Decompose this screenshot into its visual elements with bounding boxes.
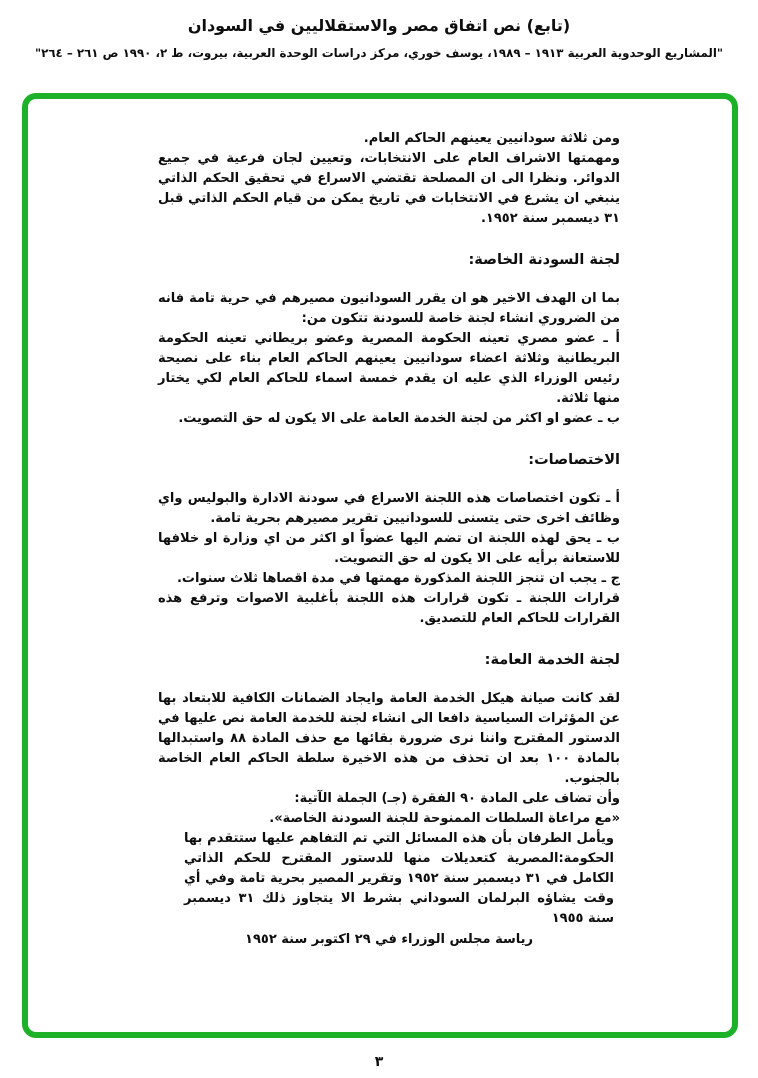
paragraph-competence-b: ب ـ يحق لهذه اللجنة ان تضم اليها عضواً او اكثر من اي وزارة او خلافها للاستعانة برأيه على الا يكون له حق التصويت. <box>158 531 620 566</box>
paragraph-item-b-members: ب ـ عضو او اكثر من لجنة الخدمة العامة على الا يكون له حق التصويت. <box>178 411 620 426</box>
paragraph-item-a-members: أ ـ عضو مصري تعينه الحكومة المصرية وعضو بريطاني تعينه الحكومة البريطانية وثلاثة اعضاء سودانيين يعينهم الحاكم العام بناء على نصيحة رئيس الوزراء الذي عليه ان يقدم خمسة اسماء للحاكم العام لكي يختار منها ثلاثة. <box>158 331 620 406</box>
paragraph-article-90: وأن تضاف على المادة ٩٠ الفقرة (جـ) الجملة الآتية: <box>294 791 620 806</box>
paragraph-elections: ومهمتها الاشراف العام على الانتخابات، وتعيين لجان فرعية في جميع الدوائر. ونظرا الى ان المصلحة تقتضي الاسراع في تحقيق الحكم الذاتي ينبغي ان يشرع في الانتخابات في تاريخ يمكن من قيام الحكم الذاتي قبل ٣١ ديسمبر سنة ١٩٥٢. <box>158 151 620 226</box>
paragraph-closing: ويأمل الطرفان بأن هذه المسائل التي تم التفاهم عليها ستتقدم بها الحكومة:المصرية كتعديلات منها للدستور المقترح للحكم الذاتي الكامل في ٣١ ديسمبر سنة ١٩٥٢ وتقرير المصير بحرية تامة وفي أي وقت يشاؤه البرلمان السوداني بشرط الا يتجاوز ذلك ٣١ ديسمبر سنة ١٩٥٥ <box>184 831 614 926</box>
paragraph-public-service: لقد كانت صيانة هيكل الخدمة العامة وايجاد الضمانات الكافية للابتعاد بها عن المؤثرات السياسية دافعا الى انشاء لجنة للخدمة العامة نص عليها في الدستور المقترح واننا نرى ضرورة بقائها مع حذف المادة ٨٨ واستبدالها بالمادة ١٠٠ بعد ان تحذف من هذه الاخيرة سلطة الحاكم العام الخاصة بالجنوب. <box>158 691 620 786</box>
document-title: (تابع) نص اتفاق مصر والاستقلاليين في السودان <box>187 16 571 35</box>
source-citation: "المشاريع الوحدوية العربية ١٩١٣ – ١٩٨٩، يوسف خوري، مركز دراسات الوحدة العربية، بيروت، ط ٢، ١٩٩٠ ص ٢٦١ – ٢٦٤" <box>34 46 724 60</box>
paragraph-committee-intro: بما ان الهدف الاخير هو ان يقرر السودانيون مصيرهم في حرية تامة فانه من الضروري انشاء لجنة خاصة للسودنة تتكون من: <box>158 291 620 326</box>
paragraph-competence-c: ج ـ يجب ان تنجز اللجنة المذكورة مهمتها في مدة اقصاها ثلاث سنوات. <box>176 571 620 586</box>
green-border-frame <box>22 93 738 1038</box>
paragraph-committee-decisions: قرارات اللجنة ـ تكون قرارات هذه اللجنة بأغلبية الاصوات وترفع هذه القرارات للحاكم العام للتصديق. <box>158 591 620 626</box>
page-header <box>0 16 758 60</box>
paragraph-quoted-sentence: «مع مراعاة السلطات الممنوحة للجنة السودنة الخاصة». <box>269 811 620 826</box>
paragraph-continued: ومن ثلاثة سودانيين يعينهم الحاكم العام. <box>363 131 620 146</box>
document-body <box>158 129 620 950</box>
heading-sudanization-committee: لجنة السودنة الخاصة: <box>468 252 620 268</box>
paragraph-competence-a: أ ـ تكون اختصاصات هذه اللجنة الاسراع في سودنة الادارة والبوليس واي وظائف اخرى حتى يتسنى للسودانيين تقرير مصيرهم بحرية تامة. <box>158 491 620 526</box>
page-number: ٣ <box>374 1054 384 1070</box>
signature-line: رياسة مجلس الوزراء في ٢٩ اكتوبر سنة ١٩٥٢ <box>245 932 533 947</box>
heading-competences: الاختصاصات: <box>528 452 620 468</box>
heading-public-service-committee: لجنة الخدمة العامة: <box>484 652 620 668</box>
